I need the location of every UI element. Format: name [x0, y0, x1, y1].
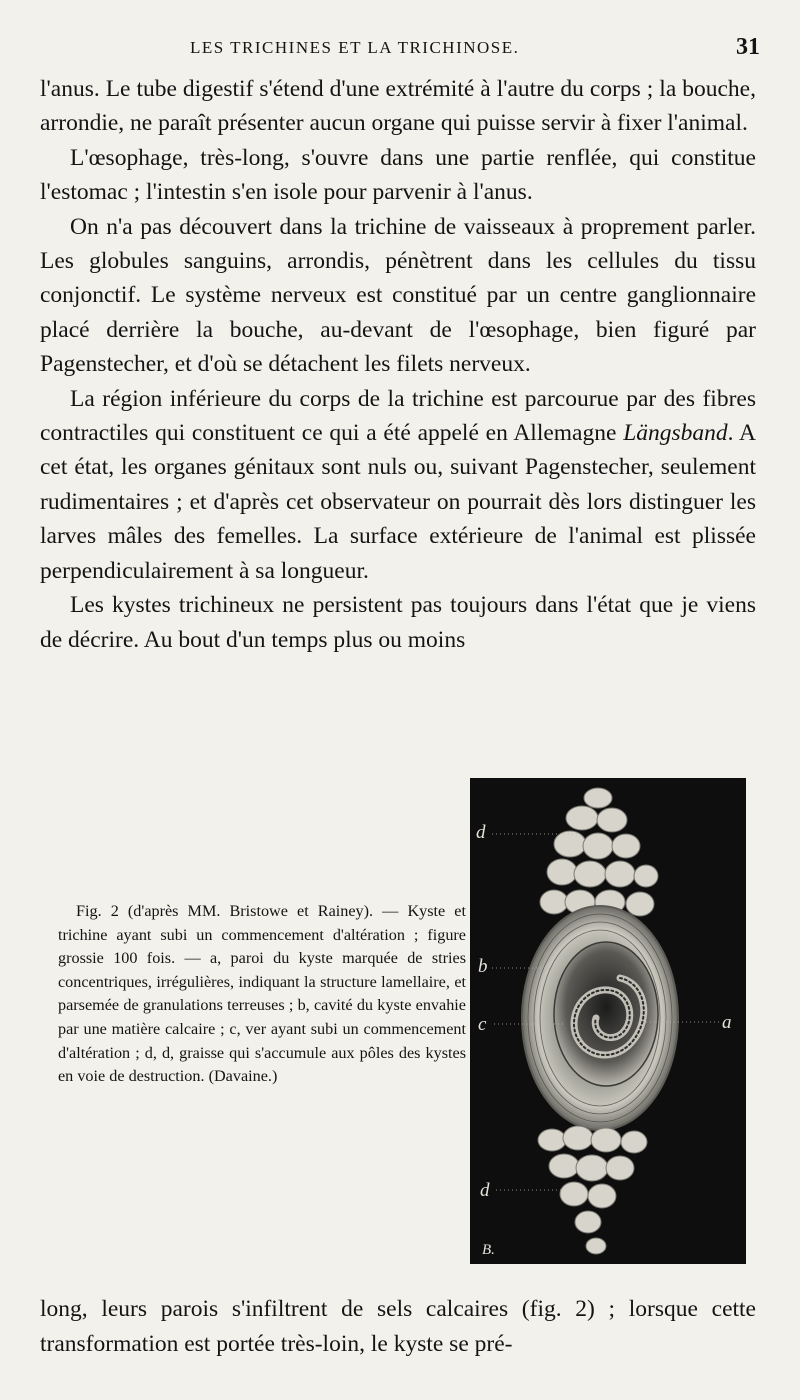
paragraph-4 — [40, 382, 756, 588]
label-b: b — [478, 956, 488, 977]
figure-plate — [470, 778, 746, 1264]
label-d-bottom: d — [480, 1180, 490, 1201]
label-a: a — [722, 1012, 732, 1033]
page-number: 31 — [736, 34, 760, 60]
term-laengsband: Längsband — [623, 420, 728, 447]
fat-globules-bottom — [538, 1126, 647, 1254]
continuation-text — [40, 1292, 756, 1361]
paragraph-5: Les kystes trichineux ne persistent pas toujours dans l'état que je viens de décrire. Au bout d'un temps plus ou moins — [40, 592, 756, 653]
engraver-signature: B. — [482, 1242, 495, 1258]
fat-globules-top — [540, 788, 658, 916]
label-d-top: d — [476, 822, 486, 843]
paragraph-1: l'anus. Le tube digestif s'étend d'une extrémité à l'autre du corps ; la bouche, arrondie, ne paraît présenter aucun organe qui puisse servir à fixer l'animal. — [40, 76, 756, 137]
caption-text: Fig. 2 (d'après MM. Bristowe et Rainey). — Kyste et trichine ayant subi un commencement d'altération ; figure grossie 100 fois. — a, paroi du kyste marquée de stries concentriques, irrégulières, indiquant la structure lamellaire, et parsemée de granulations terreuses ; b, cavité du kyste envahie par une matière calcaire ; c, ver ayant subi un commencement d'altération ; d, d, graisse qui s'accumule aux pôles des kystes en voie de destruction. (Davaine.) — [58, 902, 466, 1086]
paragraph-3: On n'a pas découvert dans la trichine de vaisseaux à proprement parler. Les globules sanguins, arrondis, pénètrent dans les cellules du tissu conjonctif. Le système nerveux est constitué par un centre ganglionnaire placé derrière la bouche, au-devant de l'œsophage, bien figuré par Pagenstecher, et d'où se détachent les filets nerveux. — [40, 213, 756, 378]
running-title: LES TRICHINES ET LA TRICHINOSE. — [190, 38, 520, 57]
running-head — [40, 34, 760, 64]
cyst-illustration — [470, 778, 746, 1264]
body-text — [40, 72, 756, 657]
label-c: c — [478, 1014, 487, 1035]
paragraph-4-start: La région inférieure du corps de la trichine est parcourue par des fibres contractiles qui constituent ce qui a été appelé en Allemagne — [40, 385, 756, 447]
paragraph-4-end: . A cet état, les organes génitaux sont nuls ou, suivant Pagenstecher, seulement rudimentaires ; et d'après cet observateur on pourrait dès lors distinguer les larves mâles des femelles. La surface extérieure de l'animal est plissée perpendiculairement à sa longueur. — [40, 420, 756, 584]
paragraph-2: L'œsophage, très-long, s'ouvre dans une partie renflée, qui constitue l'estomac ; l'intestin s'en isole pour parvenir à l'anus. — [40, 144, 756, 206]
figure-caption — [58, 900, 466, 1089]
continuation-paragraph: long, leurs parois s'infiltrent de sels calcaires (fig. 2) ; lorsque cette transformation est portée très-loin, le kyste se pré- — [40, 1296, 756, 1357]
